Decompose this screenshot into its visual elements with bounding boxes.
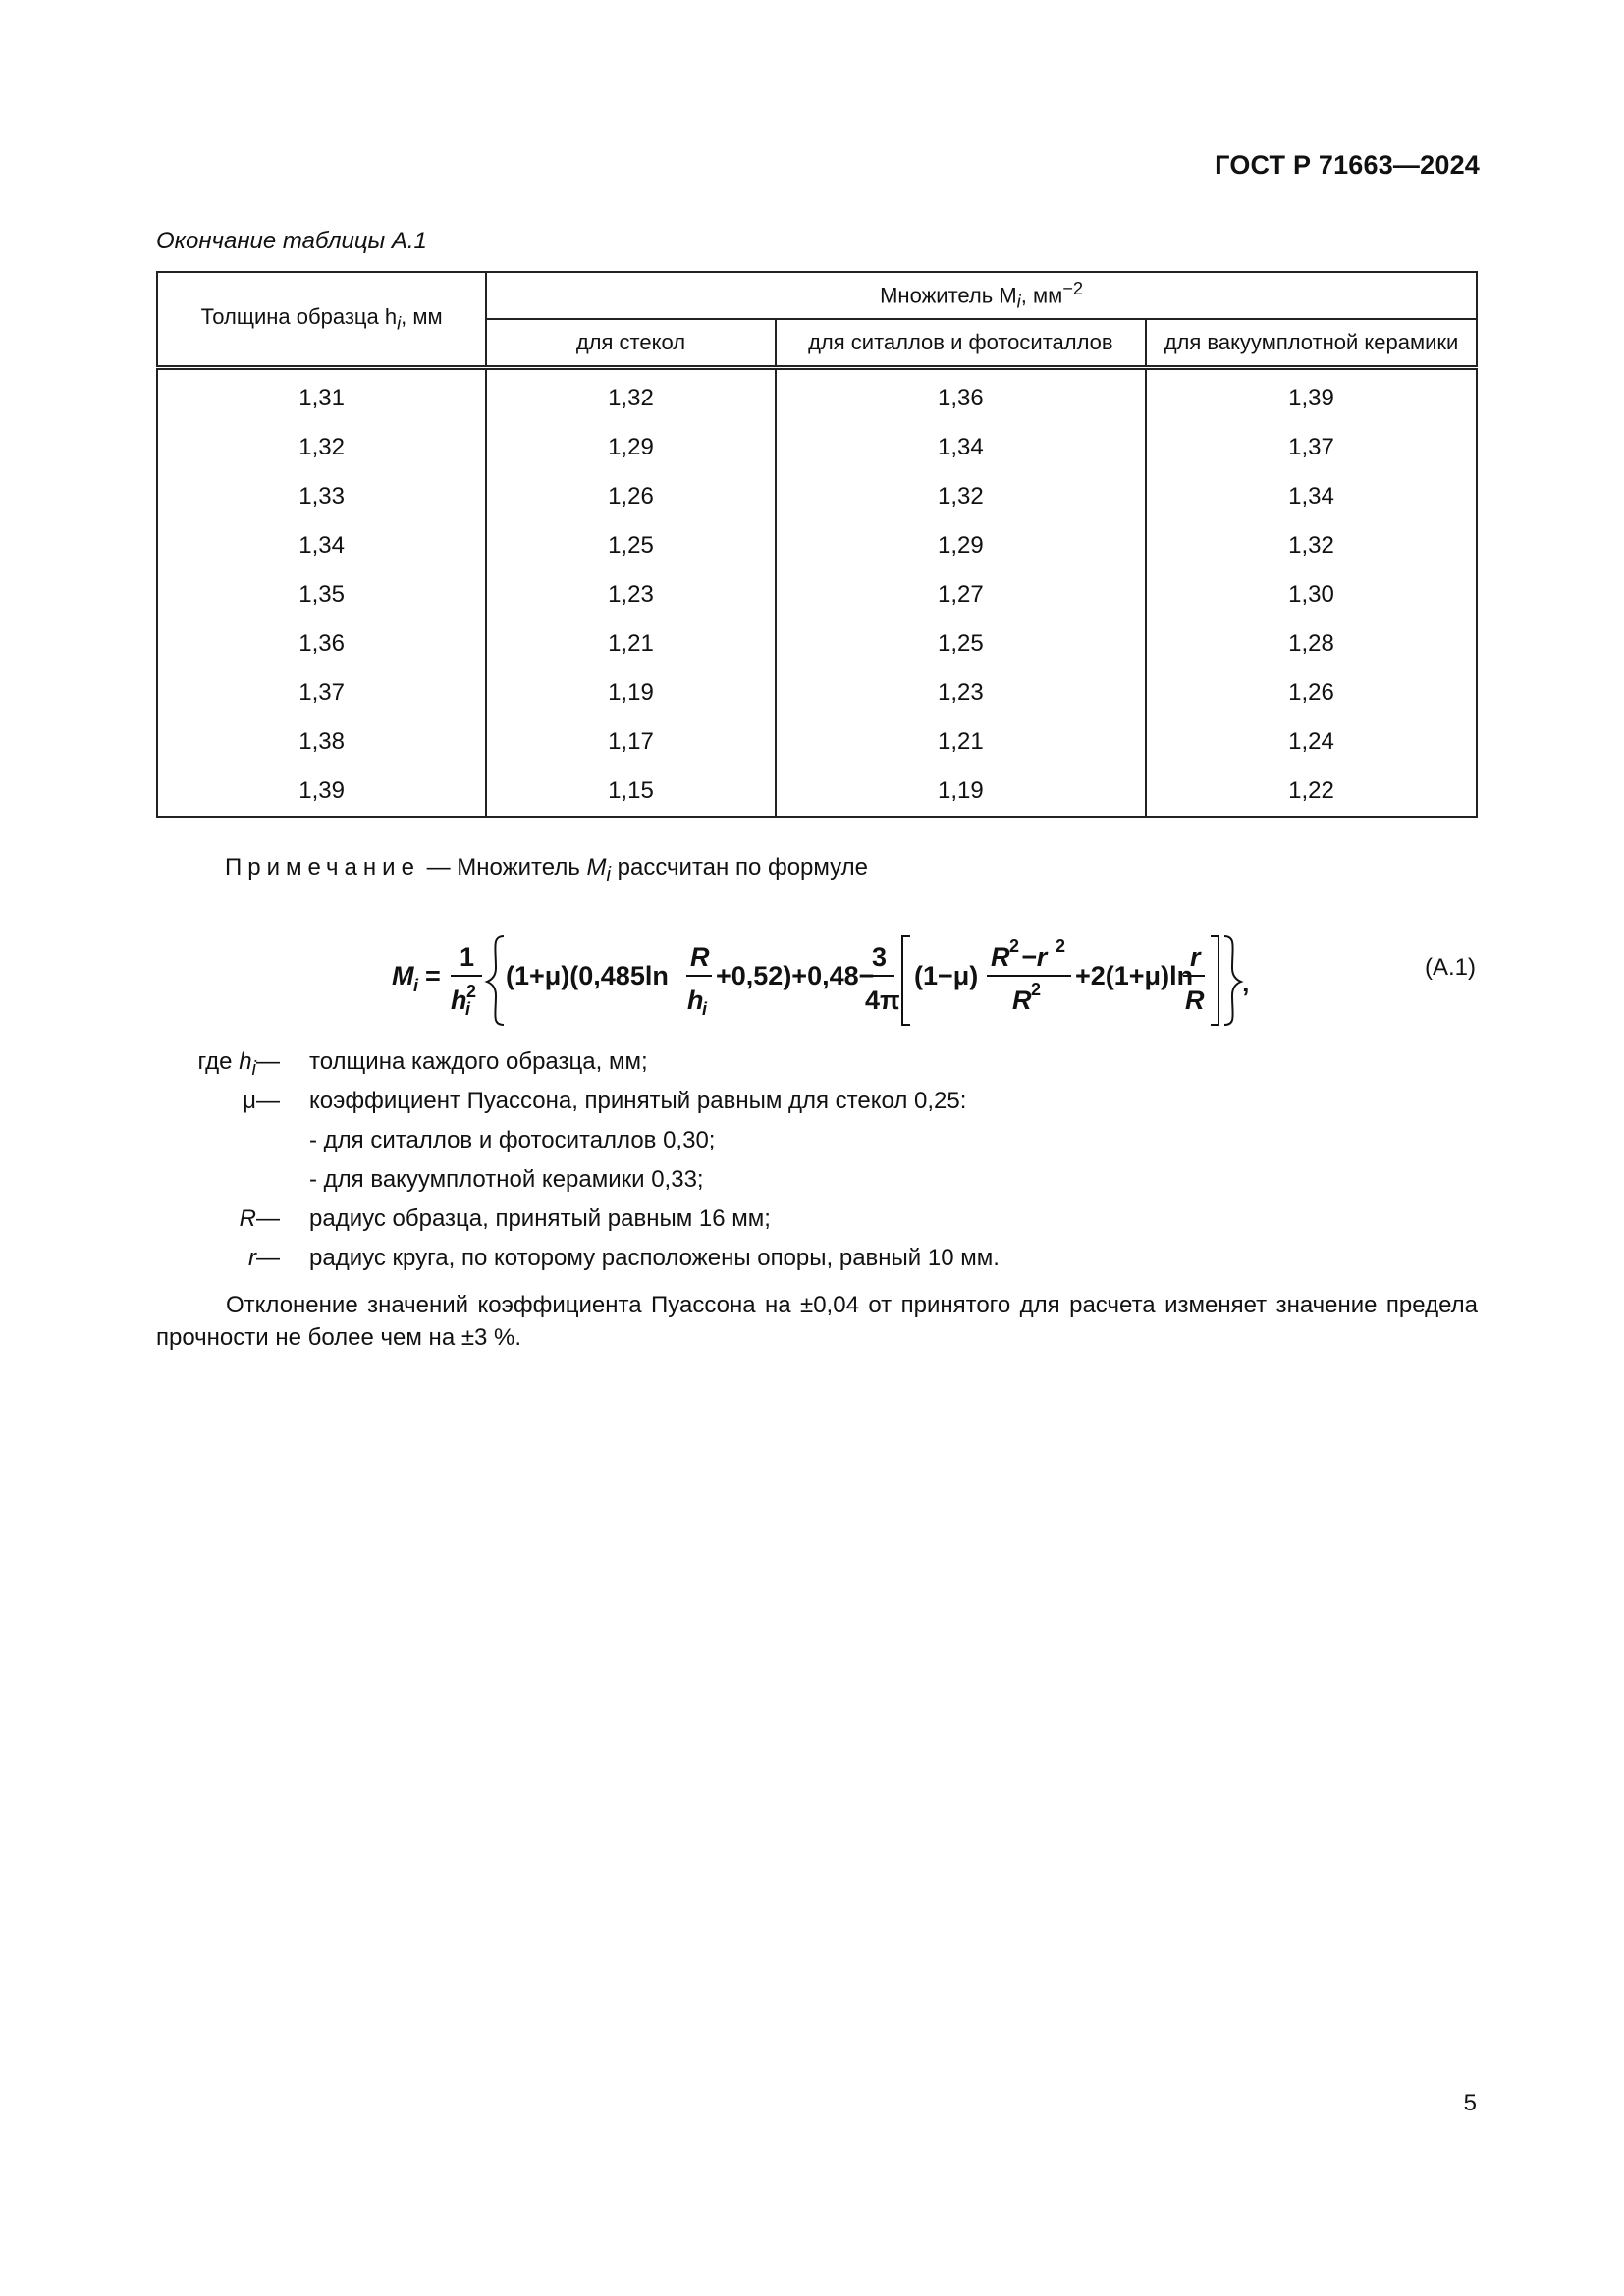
table-cell: 1,39 xyxy=(1146,368,1477,424)
table-cell: 1,19 xyxy=(776,767,1146,817)
document-number: ГОСТ Р 71663—2024 xyxy=(1215,150,1480,180)
svg-text:1: 1 xyxy=(460,942,475,972)
table-row xyxy=(157,767,1477,817)
table-cell: 1,33 xyxy=(157,472,486,521)
definition-symbol: r xyxy=(248,1245,256,1271)
table-cell: 1,21 xyxy=(486,619,775,668)
page-number: 5 xyxy=(1463,2090,1477,2116)
formula-a1 xyxy=(388,929,1252,1027)
subheader-glass: для стекол xyxy=(486,319,775,368)
definition-symbol: где $h_i$ xyxy=(197,1048,256,1080)
svg-text:R: R xyxy=(1012,986,1032,1015)
subheader-sitall: для ситаллов и фотоситаллов xyxy=(776,319,1146,368)
header-thickness: Толщина образца $h_i$, мм xyxy=(157,272,486,368)
multiplier-table xyxy=(156,271,1478,818)
table-cell: 1,27 xyxy=(776,570,1146,619)
definition-text: - для вакуумплотной керамики 0,33; xyxy=(309,1166,704,1193)
table-cell: 1,22 xyxy=(1146,767,1477,817)
table-cell: 1,34 xyxy=(776,423,1146,472)
table-cell: 1,28 xyxy=(1146,619,1477,668)
svg-text:2: 2 xyxy=(1031,980,1042,999)
svg-text:r: r xyxy=(1190,942,1201,972)
table-cell: 1,21 xyxy=(776,718,1146,767)
svg-text:h: h xyxy=(687,986,704,1015)
table-cell: 1,25 xyxy=(776,619,1146,668)
formula-lhs: M xyxy=(392,961,414,990)
svg-text:h: h xyxy=(451,986,467,1015)
table-row xyxy=(157,619,1477,668)
table-cell: 1,37 xyxy=(1146,423,1477,472)
table-row xyxy=(157,472,1477,521)
svg-text:−r: −r xyxy=(1021,942,1048,972)
definition-text: коэффициент Пуассона, принятый равным для стекол 0,25: xyxy=(309,1088,967,1114)
table-cell: 1,24 xyxy=(1146,718,1477,767)
formula-number: (А.1) xyxy=(1424,954,1476,981)
table-row xyxy=(157,521,1477,570)
table-cell: 1,23 xyxy=(486,570,775,619)
table-cell: 1,32 xyxy=(157,423,486,472)
svg-text:i: i xyxy=(465,999,471,1019)
table-cell: 1,32 xyxy=(486,368,775,424)
table-cell: 1,36 xyxy=(776,368,1146,424)
svg-text:i: i xyxy=(702,999,708,1019)
table-cell: 1,31 xyxy=(157,368,486,424)
table-row xyxy=(157,368,1477,424)
definition-dash: — xyxy=(256,1205,280,1232)
svg-text:=: = xyxy=(425,961,441,990)
table-caption: Окончание таблицы А.1 xyxy=(156,228,427,254)
table-cell: 1,30 xyxy=(1146,570,1477,619)
table-cell: 1,35 xyxy=(157,570,486,619)
svg-text:2: 2 xyxy=(466,982,477,1001)
subheader-ceramic: для вакуумплотной керамики xyxy=(1146,319,1477,368)
svg-text:(1−μ): (1−μ) xyxy=(914,961,979,990)
svg-text:3: 3 xyxy=(872,942,888,972)
svg-text:R: R xyxy=(1185,986,1205,1015)
table-note: Примечание — Множитель $M_i$ рассчитан по формуле xyxy=(225,854,868,885)
svg-text:+0,52)+0,48−: +0,52)+0,48− xyxy=(716,961,875,990)
definition-symbol: R xyxy=(239,1205,256,1232)
table-cell: 1,25 xyxy=(486,521,775,570)
definition-dash: — xyxy=(256,1245,280,1271)
paragraph-poisson-deviation: Отклонение значений коэффициента Пуассона на ±0,04 от принятого для расчета изменяет значение предела прочности не более чем на ±3 %. xyxy=(156,1292,1478,1351)
table-cell: 1,32 xyxy=(776,472,1146,521)
table-row xyxy=(157,668,1477,718)
table-cell: 1,17 xyxy=(486,718,775,767)
definition-symbol: μ xyxy=(243,1088,256,1114)
table-cell: 1,32 xyxy=(1146,521,1477,570)
table-cell: 1,36 xyxy=(157,619,486,668)
definition-text: толщина каждого образца, мм; xyxy=(309,1048,648,1075)
header-multiplier: Множитель $M_i$, $мм^{-2}$ xyxy=(486,272,1477,319)
table-body xyxy=(157,368,1477,818)
svg-text:i: i xyxy=(413,976,419,995)
definition-text: радиус круга, по которому расположены опоры, равный 10 мм. xyxy=(309,1245,1000,1271)
definition-text: радиус образца, принятый равным 16 мм; xyxy=(309,1205,771,1232)
table-cell: 1,34 xyxy=(157,521,486,570)
svg-text:+2(1+μ)ln: +2(1+μ)ln xyxy=(1075,961,1194,990)
table-row xyxy=(157,718,1477,767)
svg-text:4π: 4π xyxy=(865,986,900,1015)
table-cell: 1,37 xyxy=(157,668,486,718)
table-cell: 1,38 xyxy=(157,718,486,767)
table-cell: 1,29 xyxy=(486,423,775,472)
note-label: Примечание xyxy=(225,854,420,881)
svg-text:2: 2 xyxy=(1009,936,1020,956)
svg-text:,: , xyxy=(1242,968,1250,997)
svg-text:2: 2 xyxy=(1056,936,1066,956)
definition-dash: — xyxy=(256,1048,280,1075)
table-cell: 1,26 xyxy=(486,472,775,521)
definition-text: - для ситаллов и фотоситаллов 0,30; xyxy=(309,1127,716,1153)
table-cell: 1,26 xyxy=(1146,668,1477,718)
table-cell: 1,34 xyxy=(1146,472,1477,521)
table-row xyxy=(157,570,1477,619)
svg-text:(1+μ)(0,485ln: (1+μ)(0,485ln xyxy=(506,961,669,990)
table-cell: 1,39 xyxy=(157,767,486,817)
svg-text:R: R xyxy=(690,942,710,972)
table-cell: 1,19 xyxy=(486,668,775,718)
table-cell: 1,29 xyxy=(776,521,1146,570)
table-cell: 1,23 xyxy=(776,668,1146,718)
table-row xyxy=(157,423,1477,472)
table-cell: 1,15 xyxy=(486,767,775,817)
svg-text:R: R xyxy=(991,942,1010,972)
definition-dash: — xyxy=(256,1088,280,1114)
